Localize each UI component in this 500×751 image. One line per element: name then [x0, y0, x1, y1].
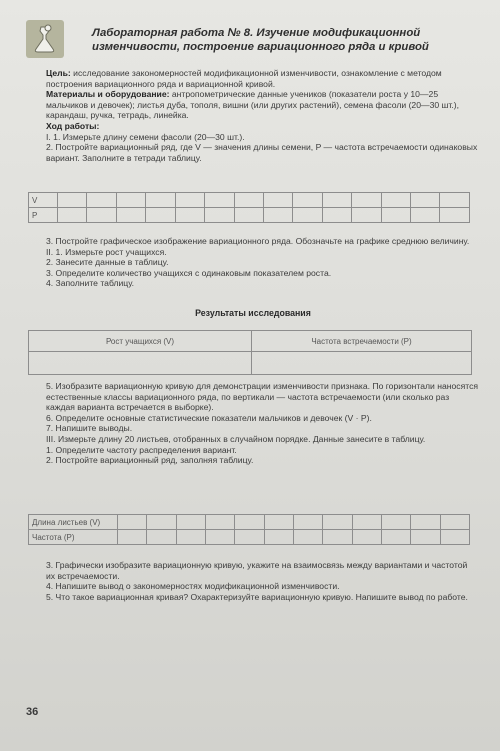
section-iii-final: [28, 560, 478, 602]
step-i1: I. 1. Измерьте длину семени фасоли (20—30 шт.).: [46, 131, 245, 142]
seed-variation-table: [28, 192, 470, 223]
materials-label: Материалы и оборудование:: [46, 89, 170, 100]
step-ii6: 6. Определите основные статистические показатели мальчиков и девочек (V · P).: [46, 412, 372, 423]
goal-text: исследование закономерностей модификационной изменчивости, ознакомление с методом построения вариационного ряда и вариационной кривой.: [46, 68, 442, 89]
step-ii2: 2. Занесите данные в таблицу.: [46, 257, 169, 268]
table2-col2-header: Частота встречаемости (P): [252, 331, 472, 352]
step-iii: III. Измерьте длину 20 листьев, отобранных в случайном порядке. Данные занесите в таблицу.: [46, 433, 426, 444]
step-ii4: 4. Заполните таблицу.: [46, 278, 135, 289]
step-iii2: 2. Постройте вариационный ряд, заполняя таблицу.: [46, 455, 254, 466]
step-ii5: 5. Изобразите вариационную кривую для демонстрации изменчивости признака. По горизонтали наносятся естественные классы вариационного ряда, по вертикали — частота встречаемости (или сколько раз каждая варианта встречается в выборке).: [46, 381, 479, 413]
step-ii1: II. 1. Измерьте рост учащихся.: [46, 246, 167, 257]
table1-row-v-label: V: [29, 193, 58, 208]
progress-label: Ход работы:: [46, 120, 100, 131]
goal-paragraph: [28, 68, 478, 163]
step-iii1: 1. Определите частоту распределения вариант.: [46, 444, 237, 455]
step-i2: 2. Постройте вариационный ряд, где V — значения длины семени, P — частота встречаемости одинаковых вариант. Заполните в тетради таблицу.: [46, 142, 478, 163]
table1-row-p-label: P: [29, 208, 58, 223]
table3-row2-label: Частота (P): [29, 530, 118, 545]
lab-flask-icon: [26, 20, 64, 58]
step-ii3: 3. Определите количество учащихся с одинаковым показателем роста.: [46, 267, 332, 278]
materials-text: антропометрические данные учеников (показатели роста у 10—25 мальчиков и девочек); листья дуба, тополя, вишни (или других растений), семена фасоли (20—30 шт.), карандаш, ручка, тетрадь, линейка.: [46, 89, 460, 121]
table3-row1-label: Длина листьев (V): [29, 515, 118, 530]
step-i3: 3. Постройте графическое изображение вариационного ряда. Обозначьте на графике среднюю величину.: [46, 236, 470, 246]
page-number: 36: [26, 706, 39, 718]
page-title: Лабораторная работа № 8. Изучение модификационной изменчивости, построение вариационного ряда и кривой: [92, 27, 429, 53]
results-heading: Результаты исследования: [195, 308, 311, 318]
step-iii5: 5. Что такое вариационная кривая? Охарактеризуйте вариационную кривую. Напишите вывод по работе.: [46, 591, 468, 602]
section-ii-steps: [28, 236, 478, 289]
leaf-length-table: [28, 514, 470, 545]
step-iii4: 4. Напишите вывод о закономерностях модификационной изменчивости.: [46, 581, 340, 592]
step-iii3: 3. Графически изобразите вариационную кривую, укажите на взаимосвязь между вариантами и частотой их встречаемости.: [46, 560, 468, 581]
goal-label: Цель:: [46, 68, 71, 78]
height-results-table: [28, 330, 472, 375]
table2-col1-header: Рост учащихся (V): [29, 331, 252, 352]
section-ii-continued: [28, 381, 478, 466]
step-ii7: 7. Напишите выводы.: [46, 423, 133, 434]
